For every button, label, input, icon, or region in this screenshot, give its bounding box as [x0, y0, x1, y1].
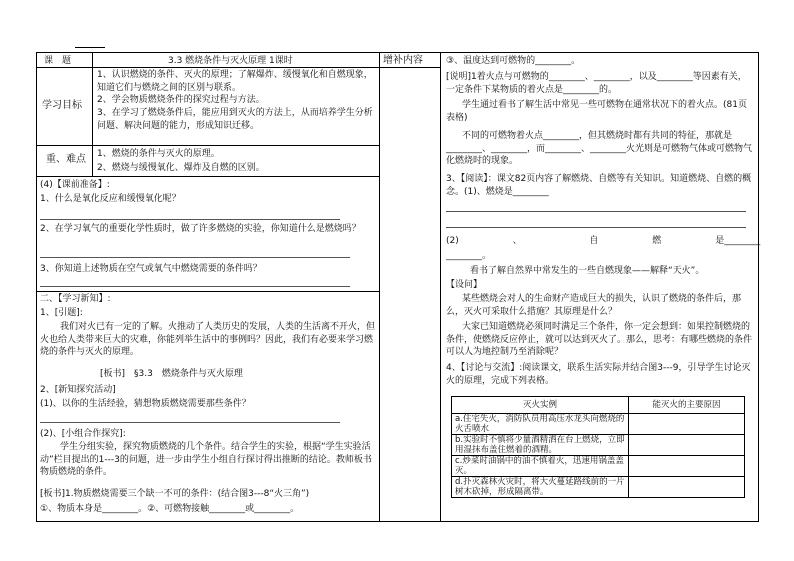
discussion-text: 4、【讨论与交流】:阅读课文，联系生活实际并结合图3---9，引导学生讨论灭火的原理，完成下列表格。 — [446, 363, 751, 386]
top-mark — [75, 47, 105, 48]
answer-line — [40, 422, 340, 423]
table-cell: c.炒菜时油锅中的油不慎着火，迅速用锅盖盖灭。 — [452, 456, 629, 477]
border-right — [758, 52, 759, 522]
supplement-label: 增补内容 — [383, 55, 423, 66]
intro-text: 我们对火已有一定的了解。火推动了人类历史的发展，人类的生活离不开火，但火也给人类带来巨大的灾难，你能列举生活中的事例吗？因此，我们有必要来学习燃烧的条件与灭火的原理。 — [40, 322, 376, 357]
table-header-cell: 能灭火的主要原因 — [629, 397, 745, 414]
col-supplement-left — [379, 52, 380, 522]
table-cell-empty[interactable] — [629, 477, 745, 498]
objectives-label: 学习目标 — [42, 100, 82, 111]
row-keypoints — [36, 176, 380, 177]
key-points-label: 重、难点 — [46, 154, 86, 165]
row-objectives — [36, 145, 380, 146]
explore-question: (1)、以你的生活经验，猜想物质燃烧需要那些条件？ — [40, 399, 251, 409]
border-bottom — [36, 521, 759, 522]
table-cell: b.实验时不慎将少量酒精洒在台上燃烧，立即用湿抹布盖住燃着的酒精。 — [452, 435, 629, 456]
reading-text: 3、【阅读】：课文82页内容了解燃烧、自燃等有关知识。知道燃烧、自燃的概念。(1)、燃烧是________ — [446, 174, 752, 197]
table-cell-empty[interactable] — [629, 456, 745, 477]
condition-3: ③、温度达到可燃物的________。 — [446, 56, 581, 66]
border-left — [36, 52, 37, 522]
col-supplement-right — [440, 52, 441, 522]
sky-fire-text: 看书了解自然界中常发生的一些自燃现象——解释“天火”。 — [470, 266, 705, 276]
table-cell-empty[interactable] — [629, 435, 745, 456]
table-row — [452, 435, 745, 456]
explore-label: 2、[新知探究活动] — [40, 385, 116, 395]
prep-question-2: 2、在学习氧气的重要化学性质时，做了许多燃烧的实验，你知道什么是燃烧吗？ — [40, 224, 361, 234]
key-point-2: 2、燃烧与缓慢氧化、爆炸及自燃的区别。 — [97, 163, 265, 173]
board-heading-1: [板书] §3.3 燃烧条件与灭火原理 — [100, 369, 243, 379]
ignition-intro: 学生通过看书了解生活中常见一些可燃物在通常状况下的着火点。(81页表格) — [446, 100, 747, 123]
answer-line — [446, 211, 746, 212]
extinguish-table — [451, 396, 745, 498]
table-header-cell: 灭火实例 — [452, 397, 629, 414]
group-label: (2)、[小组合作探究]: — [40, 429, 126, 439]
table-row — [452, 414, 745, 435]
answer-line — [40, 286, 350, 287]
question-label: 【设问】 — [446, 280, 483, 290]
prep-title: (4)【课前准备】: — [40, 180, 110, 190]
question-text: 某些燃烧会对人的生命财产造成巨大的损失，认识了燃烧的条件后，那么，灭火可采取什么措施？其原理是什么？ — [446, 294, 742, 317]
table-row — [452, 456, 745, 477]
answer-line — [446, 227, 746, 228]
border-top — [36, 52, 759, 53]
row-header — [36, 67, 440, 68]
row-prep — [36, 291, 380, 292]
lesson-title: 3.3 燃烧条件与灭火原理 1课时 — [168, 56, 293, 66]
spontaneous-text: (2) 、 自 燃 是________ — [446, 236, 761, 246]
prep-question-3: 3、你知道上述物质在空气或氧气中燃烧需要的条件吗？ — [40, 264, 262, 274]
course-label: 课 题 — [44, 56, 72, 66]
col-left-label — [92, 52, 93, 176]
answer-line — [40, 257, 350, 258]
prep-question-1: 1、什么是氧化反应和缓慢氧化呢？ — [40, 194, 181, 204]
objective-2: 2、学会物质燃烧条件的探究过程与方法。 — [97, 95, 265, 105]
table-row — [452, 477, 745, 498]
group-text: 学生分组实验，探究物质燃烧的几个条件。结合学生的实验，根据“学生实验活动”栏目提出的1---3的问题，进一步由学生小组自行探讨得出推断的结论。教师板书物质燃烧的条件。 — [40, 442, 372, 477]
table-cell-empty[interactable] — [629, 414, 745, 435]
note-text: [说明]1着火点与可燃物的________、________，以及________等因素有关，一定条件下某物质的着火点是________的。 — [446, 72, 747, 95]
table-cell: a.住宅失火，消防队员用高压水龙头向燃烧的火舌喷水 — [452, 414, 629, 435]
answer-line — [40, 219, 340, 220]
objective-3: 3、在学习了燃烧条件后，能应用到灭火的方法上，从而培养学生分析问题、解决问题的能力，形成知识迁移。 — [97, 108, 373, 131]
table-cell: d.扑灭森林火灾时，将大火蔓延路线前的一片树木砍掉，形成隔离带。 — [452, 477, 629, 498]
condition-text: ①、物质本身是________。②、可燃物接触________或________。 — [40, 504, 300, 514]
table-header-row — [452, 397, 745, 414]
board-heading-2: [板书]1.物质燃烧需要三个缺一不可的条件：(结合图3---8“火三角”) — [40, 489, 310, 499]
spontaneous-end: ________。 — [446, 251, 492, 261]
ignition-text: 不同的可燃物着火点________，但其燃烧时都有共同的特征，那就是________、________，而________、________火光则是可燃物气体或可燃物气化燃烧时的现象。 — [446, 131, 753, 166]
new-knowledge-title: 二、【学习新知】: — [40, 294, 111, 304]
answer-text: 大家已知道燃烧必须同时满足三个条件，你一定会想到：如果控制燃烧的条件，使燃烧反应停止，就可以达到灭火了。那么，思考：有哪些燃烧的条件可以人为地控制乃至消除呢？ — [446, 322, 753, 357]
objective-1: 1、认识燃烧的条件、灭火的原理；了解爆炸、缓慢氧化和自燃现象，知道它们与燃烧之间的区别与联系。 — [97, 70, 373, 93]
key-point-1: 1、燃烧的条件与灭火的原理。 — [97, 149, 220, 159]
intro-label: 1、[引题]: — [40, 308, 83, 318]
